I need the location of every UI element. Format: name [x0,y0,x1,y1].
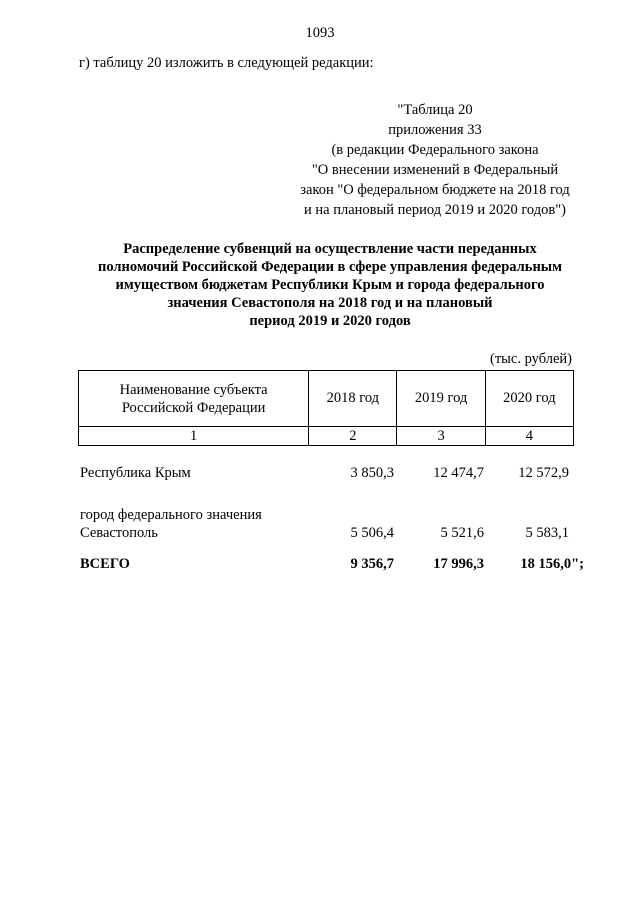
column-number: 4 [485,427,573,446]
header-2020: 2020 год [485,371,573,427]
appendix-line: приложения 33 [388,122,482,138]
title-line: полномочий Российской Федерации в сфере управления федеральным [97,259,563,275]
appendix-line: (в редакции Федерального закона [331,142,539,158]
header-subject-label: Наименование субъекта Российской Федерации [119,381,268,416]
value-2018: 3 850,3 [350,465,394,481]
total-2020: 18 156,0"; [520,556,584,572]
title-line: значения Севастополя на 2018 год и на плановый [167,295,493,311]
header-subject [79,371,309,427]
total-row [78,556,584,576]
row-name: город федерального значения [80,507,262,523]
total-2018: 9 356,7 [350,556,394,572]
table-header [78,370,574,446]
document-title [60,240,600,330]
column-number-row [79,427,574,446]
instruction-text: г) таблицу 20 изложить в следующей редакции: [79,55,374,71]
value-2020: 5 583,1 [525,525,569,541]
table-row [78,465,574,485]
title-line: имуществом бюджетам Республики Крым и города федерального [115,277,545,293]
value-2019: 5 521,6 [440,525,484,541]
units-label: (тыс. рублей) [490,351,572,367]
table-row [78,507,574,547]
total-label: ВСЕГО [80,556,130,572]
column-number: 2 [309,427,397,446]
column-number: 1 [79,427,309,446]
page-number: 1093 [305,25,335,41]
appendix-line: закон "О федеральном бюджете на 2018 год [300,182,570,198]
title-line: Распределение субвенций на осуществление части переданных [123,241,537,257]
title-line: период 2019 и 2020 годов [249,313,411,329]
column-number: 3 [397,427,485,446]
value-2019: 12 474,7 [433,465,484,481]
appendix-reference [280,100,590,220]
header-2018: 2018 год [309,371,397,427]
value-2018: 5 506,4 [350,525,394,541]
value-2020: 12 572,9 [518,465,569,481]
row-name-cont: Севастополь [80,525,158,541]
appendix-line: "Таблица 20 [397,102,473,118]
header-row [79,371,574,427]
header-2019: 2019 год [397,371,485,427]
row-name: Республика Крым [80,465,191,481]
appendix-line: "О внесении изменений в Федеральный [311,162,559,178]
total-2019: 17 996,3 [433,556,484,572]
appendix-line: и на плановый период 2019 и 2020 годов") [304,202,566,218]
